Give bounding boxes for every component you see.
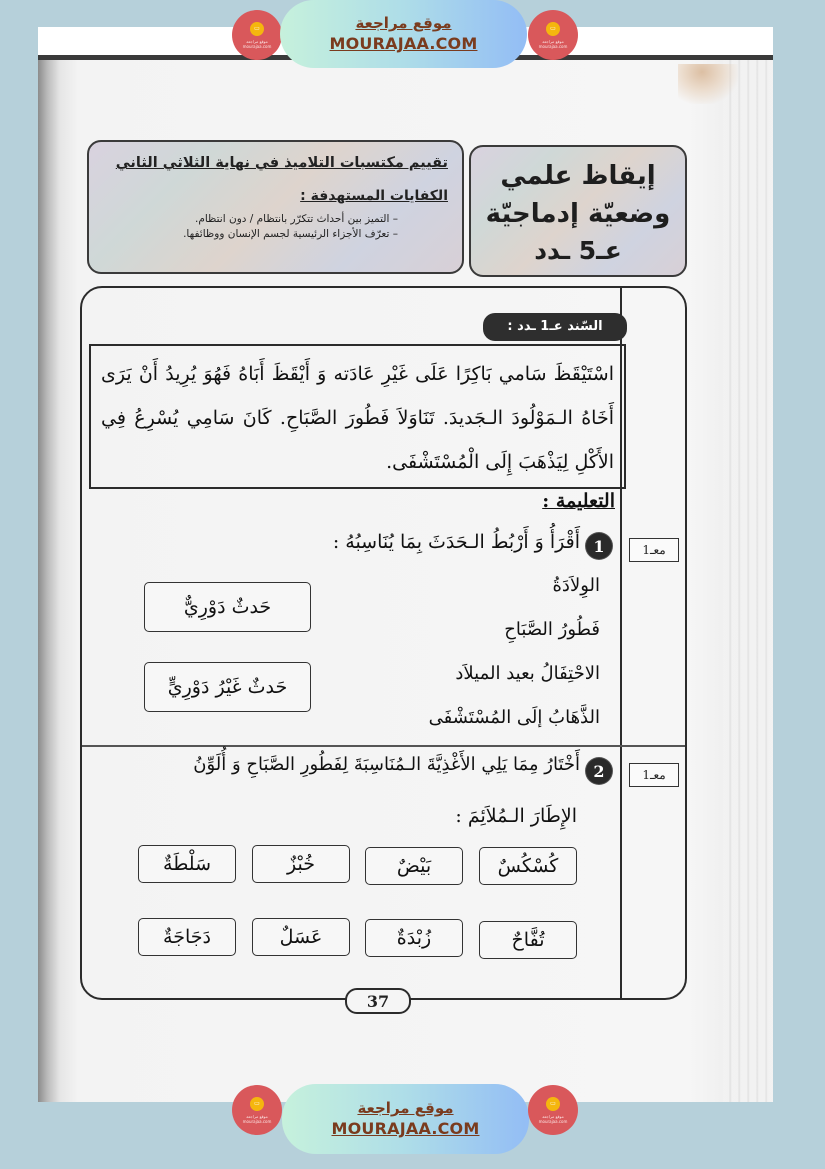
page-edge	[723, 60, 773, 1102]
event-item[interactable]: الوِلاَدَةُ	[552, 575, 600, 596]
banner-latin: MOURAJAA.COM	[329, 34, 478, 53]
watermark-banner-top[interactable]	[280, 0, 527, 68]
watermark-badge-right	[528, 1085, 578, 1135]
objective-item: – تعرّف الأجزاء الرئيسية لجسم الإنسان ووظائفها.	[183, 228, 398, 240]
title-line-number: عـ5 ـدد	[534, 236, 622, 265]
lesson-title-box	[469, 145, 687, 277]
book-icon: ▭	[546, 22, 560, 36]
food-option[interactable]: دَجَاجَةٌ	[138, 918, 236, 956]
watermark-badge-right	[528, 10, 578, 60]
question2-text-line2: الإِطَارَ الـمُلاَئِمَ :	[455, 805, 577, 827]
instruction-label: التعليمة :	[542, 490, 615, 512]
book-icon: ▭	[250, 1097, 264, 1111]
badge-text: موقع مراجعة mourajaa.com	[538, 1113, 568, 1124]
page-number: 37	[345, 988, 411, 1014]
objective-item: – التميز بين أحداث تتكرّر بانتظام / دون انتظام.	[194, 213, 398, 225]
event-item[interactable]: فَطُورُ الصَّبَاحِ	[504, 619, 600, 640]
banner-arabic: موقع مراجعة	[355, 14, 452, 32]
food-option[interactable]: بَيْضٌ	[365, 847, 463, 885]
question1-text: أَقْرَأُ وَ أَرْبُطُ الـحَدَثَ بِمَا يُنَاسِبُهُ :	[332, 531, 580, 553]
question-number-1: 1	[586, 533, 612, 559]
book-icon: ▭	[250, 22, 264, 36]
event-item[interactable]: الذَّهَابُ إلَى المُسْتَشْفَى	[428, 707, 600, 728]
paper-stain	[678, 64, 738, 104]
title-line-type: وضعيّة إدماجيّة	[485, 199, 671, 229]
criterion-box-q1: معـ1	[629, 538, 679, 562]
support-passage: اسْتَيْقَظَ سَامي بَاكِرًا عَلَى غَيْرِ عَادَته وَ أَيْقَظَ أَبَاهُ فَهُوَ يُرِيدُ أَنْ يَرَى أَخَاهُ الـمَوْلُودَ الـجَديدَ. تَنَاوَلاَ فَطُورَ الصَّبَاحِ. كَانَ سَامِي يُسْرِعُ فِي الأَكْلِ لِيَذْهَبَ إِلَى الْمُسْتَشْفَى.	[89, 344, 626, 489]
banner-latin: MOURAJAA.COM	[331, 1119, 480, 1138]
food-option[interactable]: تُفَّاحٌ	[479, 921, 577, 959]
category-periodic[interactable]: حَدثٌ دَوْرِيٌّ	[144, 582, 311, 632]
criterion-box-q2: معـ1	[629, 763, 679, 787]
food-option[interactable]: سَلْطَةٌ	[138, 845, 236, 883]
watermark-badge-left	[232, 10, 282, 60]
title-line-subject: إيقاظ علمي	[500, 161, 656, 191]
food-option[interactable]: عَسَلٌ	[252, 918, 350, 956]
event-item[interactable]: الاحْتِفَالُ بعيد الميلاَد	[455, 663, 600, 684]
category-non-periodic[interactable]: حَدثٌ غَيْرُ دَوْرِيٍّ	[144, 662, 311, 712]
badge-text: موقع مراجعة mourajaa.com	[242, 1113, 272, 1124]
event-list	[429, 564, 600, 740]
food-option[interactable]: خُبْزٌ	[252, 845, 350, 883]
question-number-2: 2	[586, 758, 612, 784]
banner-arabic: موقع مراجعة	[357, 1099, 454, 1117]
watermark-badge-left	[232, 1085, 282, 1135]
watermark-banner-bottom[interactable]	[282, 1084, 529, 1154]
question2-text-line1: أَخْتَارُ مِمَا يَلِي الأَغْذِيَّةَ الـمُنَاسِبَةَ لِفَطُورِ الصَّبَاحِ وَ أُلَوِّنُ	[193, 754, 580, 775]
badge-text: موقع مراجعة mourajaa.com	[538, 38, 568, 49]
objectives-heading: تقييم مكتسبات التلاميذ في نهاية الثلاثي الثاني	[115, 155, 448, 171]
objectives-subheading: الكفايات المستهدفة :	[300, 188, 448, 204]
food-option[interactable]: كُسْكُسٌ	[479, 847, 577, 885]
objectives-box	[87, 140, 464, 274]
support-tag: السّند عـ1 ـدد :	[483, 313, 627, 341]
book-icon: ▭	[546, 1097, 560, 1111]
question-divider	[82, 745, 685, 747]
food-option[interactable]: زُبْدَةٌ	[365, 919, 463, 957]
badge-text: موقع مراجعة mourajaa.com	[242, 38, 272, 49]
